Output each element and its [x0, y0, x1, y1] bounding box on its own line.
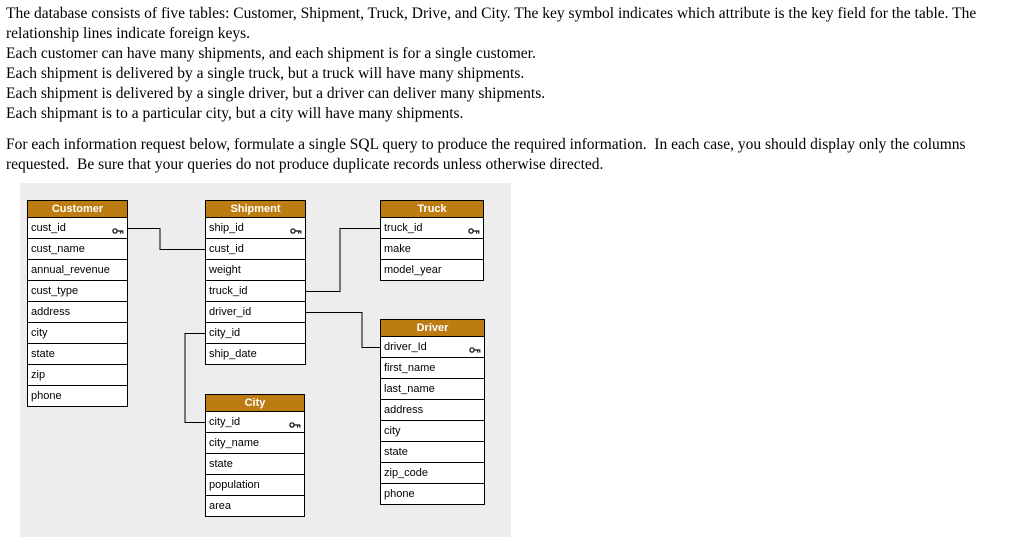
- table-field: [27, 323, 128, 344]
- table-field: [380, 358, 485, 379]
- table-header: Truck: [380, 200, 484, 218]
- table-field: [205, 260, 306, 281]
- table-field: [205, 433, 305, 454]
- table-field: [205, 281, 306, 302]
- field-label: model_year: [384, 264, 442, 276]
- intro-line: Each shipment is delivered by a single truck, but a truck will have many shipments.: [6, 65, 525, 82]
- table-field: [380, 379, 485, 400]
- field-label: annual_revenue: [31, 264, 110, 276]
- field-label: ship_id: [209, 222, 244, 234]
- table-field: [27, 239, 128, 260]
- field-label: state: [31, 348, 55, 360]
- field-label: address: [384, 404, 424, 416]
- table-city: [205, 394, 305, 517]
- table-field: [205, 218, 306, 239]
- table-field: [380, 463, 485, 484]
- table-field: [205, 496, 305, 517]
- table-field: [205, 454, 305, 475]
- field-label: zip: [31, 369, 46, 381]
- field-label: city: [384, 425, 401, 437]
- field-label: city_id: [209, 327, 241, 339]
- field-label: area: [209, 500, 232, 512]
- field-label: weight: [209, 264, 241, 276]
- field-label: phone: [384, 488, 415, 500]
- intro-line: relationship lines indicate foreign keys.: [6, 25, 251, 42]
- relationship-shipment-truck: [306, 229, 380, 292]
- intro-line: The database consists of five tables: Customer, Shipment, Truck, Drive, and City. The key symbol indicates which attribute is the key field for the table. The: [6, 5, 977, 22]
- table-field: [27, 386, 128, 407]
- field-label: driver_Id: [384, 341, 427, 353]
- field-label: ship_date: [209, 348, 257, 360]
- key-icon: [468, 223, 480, 239]
- field-label: driver_id: [209, 306, 252, 318]
- field-label: cust_name: [31, 243, 85, 255]
- field-label: phone: [31, 390, 62, 402]
- table-field: [380, 442, 485, 463]
- table-field: [27, 302, 128, 323]
- table-field: [205, 412, 305, 433]
- key-icon: [289, 417, 301, 433]
- table-field: [380, 218, 484, 239]
- table-field: [380, 421, 485, 442]
- field-label: address: [31, 306, 71, 318]
- table-field: [27, 344, 128, 365]
- field-label: make: [384, 243, 411, 255]
- field-label: city_name: [209, 437, 260, 449]
- table-field: [205, 475, 305, 496]
- table-header: Shipment: [205, 200, 306, 218]
- field-label: cust_id: [209, 243, 244, 255]
- key-icon: [290, 223, 302, 239]
- key-icon: [112, 223, 124, 239]
- table-driver: [380, 319, 485, 505]
- field-label: state: [209, 458, 233, 470]
- table-header: City: [205, 394, 305, 412]
- relationship-shipment-driver: [306, 313, 380, 348]
- table-field: [380, 400, 485, 421]
- field-label: cust_id: [31, 222, 66, 234]
- field-label: city: [31, 327, 48, 339]
- relationship-shipment-city: [185, 334, 205, 423]
- table-field: [380, 239, 484, 260]
- table-field: [380, 337, 485, 358]
- table-field: [27, 365, 128, 386]
- er-diagram: [20, 183, 511, 537]
- relationship-customer-shipment: [128, 229, 205, 250]
- field-label: cust_type: [31, 285, 79, 297]
- field-label: last_name: [384, 383, 435, 395]
- table-field: [27, 260, 128, 281]
- request-line: For each information request below, formulate a single SQL query to produce the required information. In each case, you should display only the columns: [6, 136, 966, 153]
- field-label: truck_id: [209, 285, 248, 297]
- table-customer: [27, 200, 128, 407]
- field-label: city_id: [209, 416, 241, 428]
- field-label: zip_code: [384, 467, 429, 479]
- intro-line: Each customer can have many shipments, and each shipment is for a single customer.: [6, 45, 536, 62]
- field-label: first_name: [384, 362, 436, 374]
- table-field: [380, 260, 484, 281]
- table-header: Customer: [27, 200, 128, 218]
- table-field: [205, 302, 306, 323]
- table-field: [205, 344, 306, 365]
- request-line: requested. Be sure that your queries do not produce duplicate records unless otherwise directed.: [6, 156, 604, 173]
- table-field: [27, 281, 128, 302]
- table-truck: [380, 200, 484, 281]
- table-field: [27, 218, 128, 239]
- table-field: [205, 239, 306, 260]
- table-header: Driver: [380, 319, 485, 337]
- table-shipment: [205, 200, 306, 365]
- intro-line: Each shipment is delivered by a single driver, but a driver can deliver many shipments.: [6, 85, 546, 102]
- table-field: [205, 323, 306, 344]
- intro-line: Each shipmant is to a particular city, but a city will have many shipments.: [6, 105, 464, 122]
- table-field: [380, 484, 485, 505]
- field-label: truck_id: [384, 222, 423, 234]
- intro-text: [6, 4, 976, 175]
- field-label: state: [384, 446, 408, 458]
- paragraph-gap: [6, 124, 976, 135]
- field-label: population: [209, 479, 260, 491]
- key-icon: [469, 342, 481, 358]
